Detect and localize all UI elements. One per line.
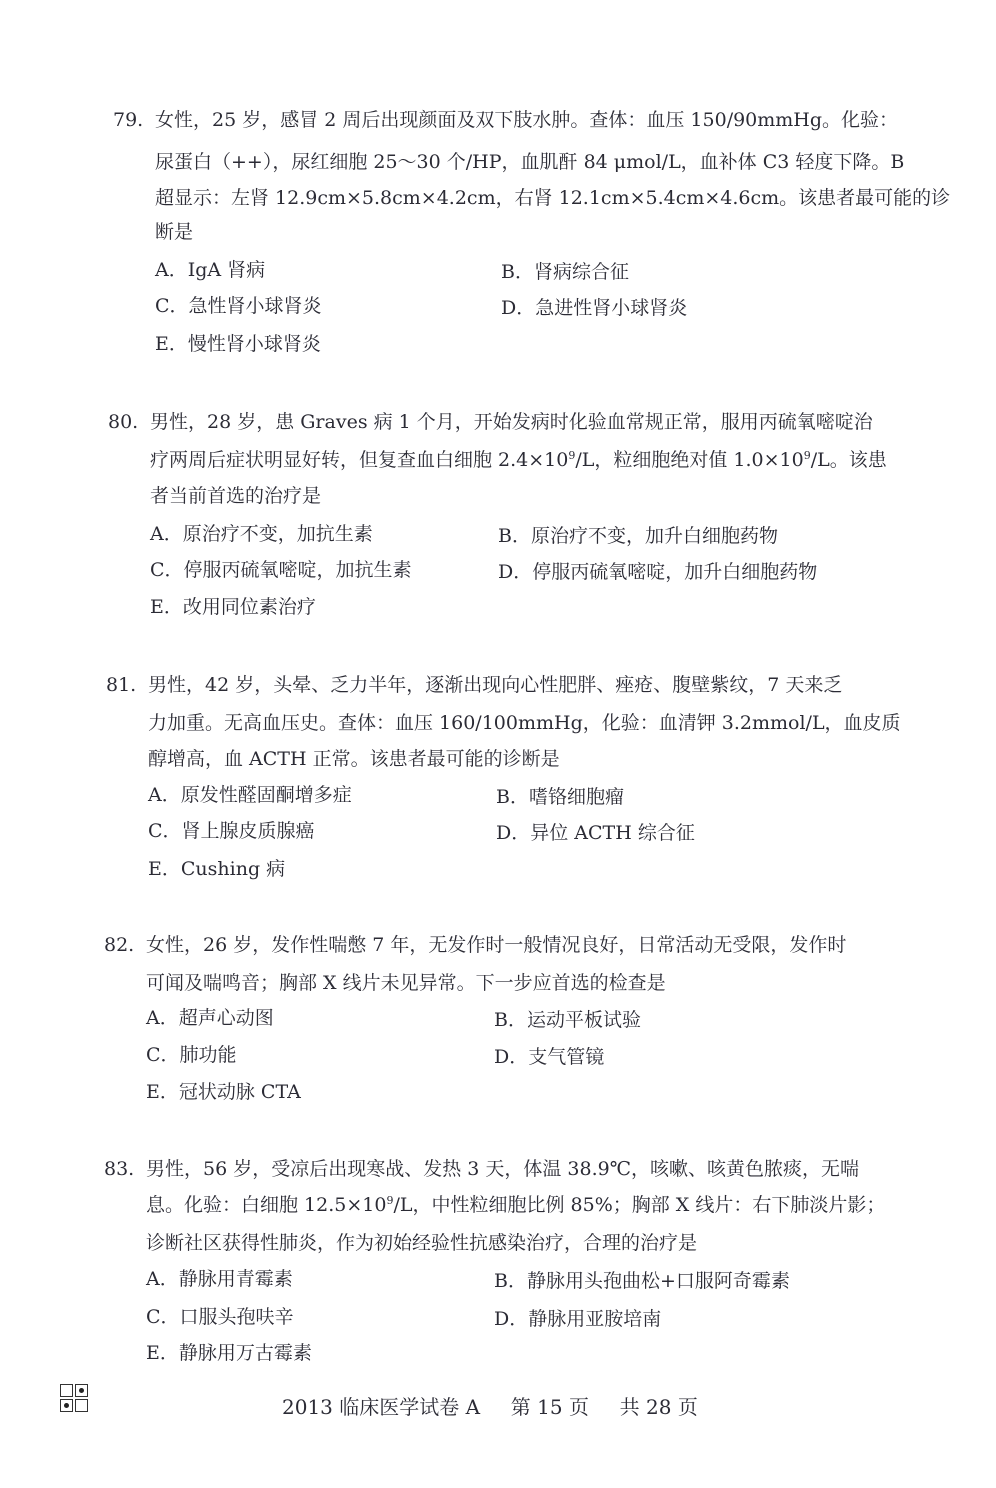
question-stem-line: 尿蛋白（++），尿红细胞 25～30 个/HP，血肌酐 84 μmol/L，血补体 C3 轻度下降。B [155,151,905,173]
stem-text: /L。该患 [810,449,887,471]
registration-mark-icon [60,1384,90,1414]
stem-text: /L，中性粒细胞比例 85%；胸部 X 线片：右下肺淡片影； [393,1194,886,1216]
superscript: 9 [803,449,811,462]
mark-cell [75,1384,88,1397]
stem-text: 女性，26 岁，发作性喘憋 7 年，无发作时一般情况良好，日常活动无受限，发作时 [146,934,847,956]
footer-title: 2013 临床医学试卷 A [282,1395,481,1419]
superscript: 9 [568,449,576,462]
option-e[interactable]: E．改用同位素治疗 [150,596,316,618]
option-c[interactable]: C．急性肾小球肾炎 [155,295,322,317]
question-number: 82. [104,934,135,956]
question-stem-line: 者当前首选的治疗是 [150,485,322,507]
question-stem-line: 可闻及喘鸣音；胸部 X 线片未见异常。下一步应首选的检查是 [146,972,666,994]
question-81 [106,673,953,893]
stem-text: 疗两周后症状明显好转，但复查血白细胞 2.4×10 [150,449,569,471]
option-b[interactable]: B．嗜铬细胞瘤 [496,786,624,808]
option-c[interactable]: C．停服丙硫氧嘧啶，加抗生素 [150,559,412,581]
option-c[interactable]: C．肾上腺皮质腺癌 [148,820,315,842]
option-d[interactable]: D．异位 ACTH 综合征 [496,822,695,844]
option-a[interactable]: A．原治疗不变，加抗生素 [150,523,373,545]
question-number: 81. [106,674,137,696]
stem-text: 男性，28 岁，患 Graves 病 1 个月，开始发病时化验血常规正常，服用丙硫氧嘧啶治 [150,411,873,433]
superscript: 9 [386,1194,394,1207]
option-a[interactable]: A．超声心动图 [146,1007,274,1029]
mark-dot [79,1388,84,1393]
option-d[interactable]: D．停服丙硫氧嘧啶，加升白细胞药物 [498,561,818,583]
question-stem-line [146,1193,885,1217]
mark-dot [64,1403,69,1408]
footer-total-pages: 共 28 页 [619,1395,698,1419]
question-stem-line: 诊断社区获得性肺炎，作为初始经验性抗感染治疗，合理的治疗是 [146,1232,698,1254]
option-b[interactable]: B．运动平板试验 [494,1009,641,1031]
question-stem-line [106,673,842,697]
option-e[interactable]: E．Cushing 病 [148,858,286,880]
question-number: 80. [108,411,139,433]
question-79 [113,108,953,368]
question-stem-line: 力加重。无高血压史。查体：血压 160/100mmHg，化验：血清钾 3.2mmol/L，血皮质 [148,712,901,734]
question-stem-line [113,108,898,132]
option-d[interactable]: D．急进性肾小球肾炎 [501,297,688,319]
question-stem-line [104,1157,859,1181]
question-stem-line [108,410,873,434]
option-e[interactable]: E．冠状动脉 CTA [146,1081,301,1103]
option-c[interactable]: C．肺功能 [146,1044,237,1066]
mark-cell [75,1399,88,1412]
option-d[interactable]: D．支气管镜 [494,1046,605,1068]
option-b[interactable]: B．肾病综合征 [501,261,629,283]
question-number: 83. [104,1158,135,1180]
stem-text: /L，粒细胞绝对值 1.0×10 [575,449,804,471]
question-stem-line: 超显示：左肾 12.9cm×5.8cm×4.2cm，右肾 12.1cm×5.4cm×4.6cm。该患者最可能的诊 [155,187,951,209]
stem-text: 男性，42 岁，头晕、乏力半年，逐渐出现向心性肥胖、痤疮、腹壁紫纹，7 天来乏 [148,674,843,696]
stem-text: 男性，56 岁，受凉后出现寒战、发热 3 天，体温 38.9℃，咳嗽、咳黄色脓痰，无喘 [146,1158,859,1180]
option-a[interactable]: A．IgA 肾病 [155,259,266,281]
question-82 [104,933,953,1113]
mark-cell [60,1399,73,1412]
option-b[interactable]: B．静脉用头孢曲松+口服阿奇霉素 [494,1270,790,1292]
question-stem-line: 断是 [155,221,194,243]
question-stem-line [150,448,887,472]
footer-page-number: 第 15 页 [510,1395,589,1419]
stem-text: 女性，25 岁，感冒 2 周后出现颜面及双下肢水肿。查体：血压 150/90mmHg。化验： [155,109,899,131]
question-83 [104,1157,953,1377]
question-number: 79. [113,109,144,131]
mark-cell [60,1384,73,1397]
stem-text: 息。化验：白细胞 12.5×10 [146,1194,387,1216]
option-d[interactable]: D．静脉用亚胺培南 [494,1308,662,1330]
page-footer [282,1394,698,1420]
option-b[interactable]: B．原治疗不变，加升白细胞药物 [498,525,778,547]
option-e[interactable]: E．静脉用万古霉素 [146,1342,312,1364]
option-c[interactable]: C．口服头孢呋辛 [146,1306,294,1328]
question-stem-line: 醇增高，血 ACTH 正常。该患者最可能的诊断是 [148,748,560,770]
option-a[interactable]: A．原发性醛固酮增多症 [148,784,352,806]
question-80 [108,410,953,630]
question-stem-line [104,933,846,957]
option-a[interactable]: A．静脉用青霉素 [146,1268,293,1290]
option-e[interactable]: E．慢性肾小球肾炎 [155,333,321,355]
